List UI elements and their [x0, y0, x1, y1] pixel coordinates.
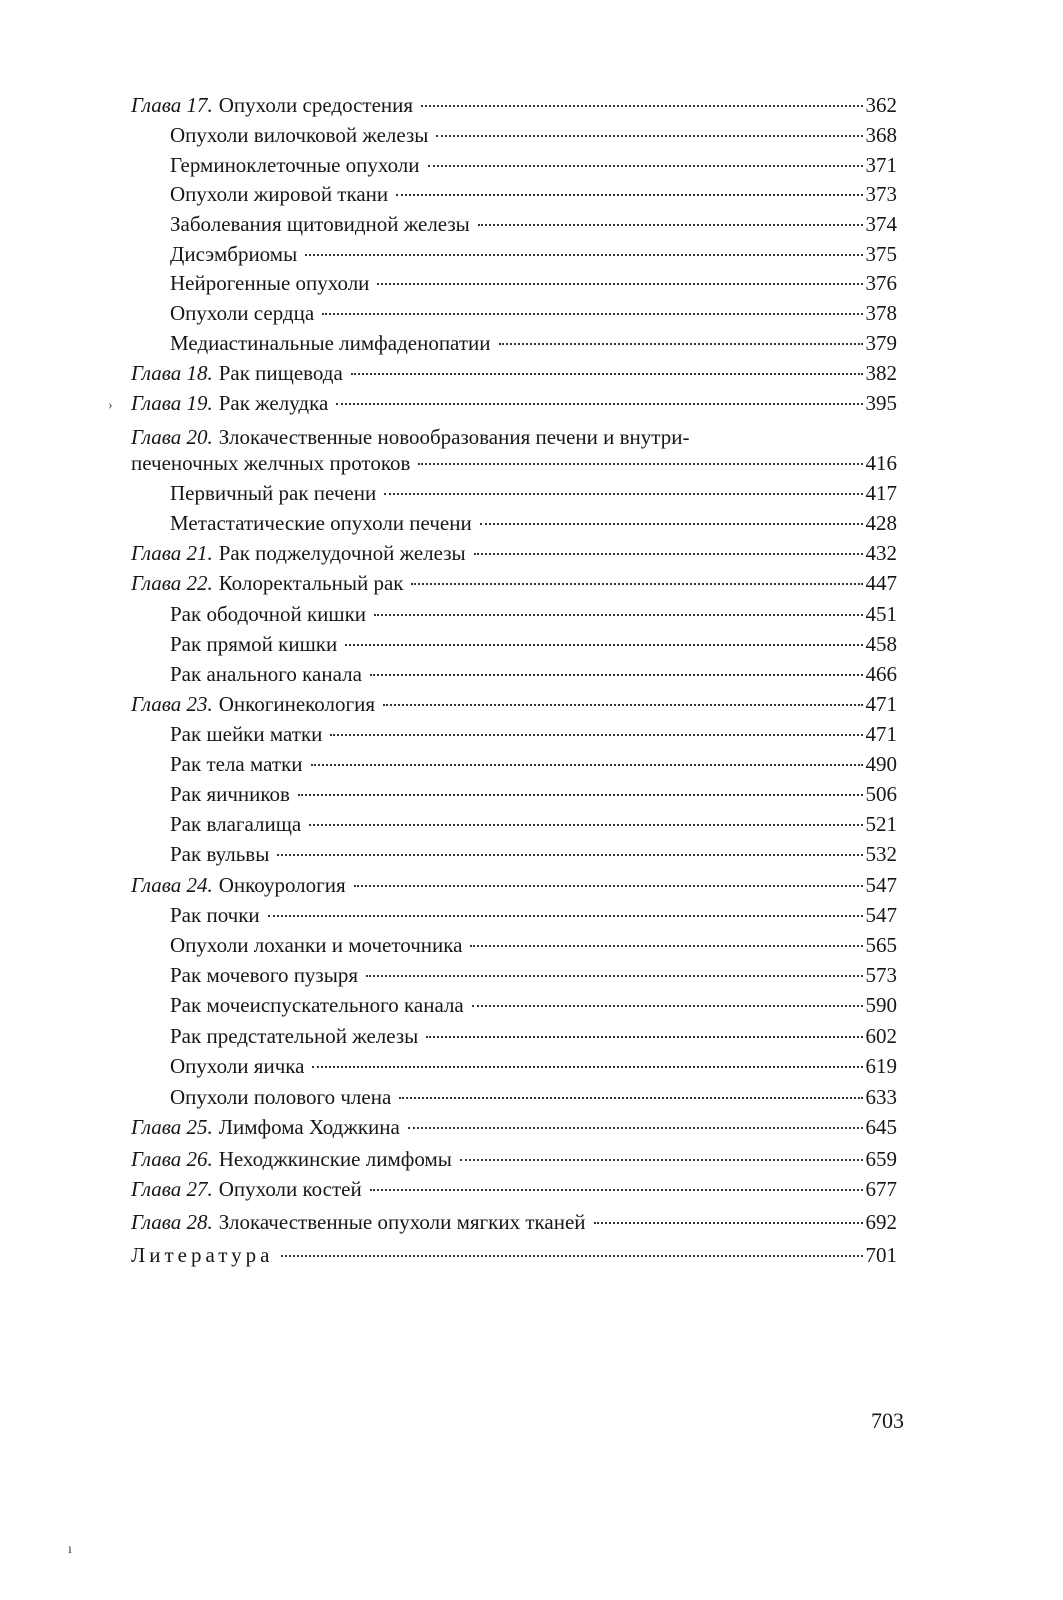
- chapter-number: Глава 22.: [131, 571, 213, 595]
- entry-title: Онкогинекология: [218, 692, 376, 716]
- toc-entry-chapter-19[interactable]: [131, 386, 897, 420]
- entry-page-number: 378: [865, 301, 897, 325]
- toc-entry-chapter-18[interactable]: [131, 356, 897, 390]
- entry-title: Опухоли полового члена: [170, 1085, 392, 1109]
- entry-title: Онкоурология: [218, 873, 346, 897]
- toc-entry-chapter-28[interactable]: [131, 1205, 897, 1239]
- dot-leader: [322, 313, 862, 315]
- entry-title: Неходжкинские лимфомы: [218, 1147, 452, 1171]
- entry-page-number: 417: [865, 481, 897, 505]
- dot-leader: [354, 885, 863, 887]
- entry-page-number: 376: [865, 271, 897, 295]
- entry-page-number: 619: [865, 1054, 897, 1078]
- dot-leader: [411, 583, 862, 585]
- toc-entry[interactable]: [170, 506, 897, 540]
- dot-leader: [472, 1005, 863, 1007]
- chapter-number: Глава 23.: [131, 692, 213, 716]
- entry-title: Рак мочеиспускательного канала: [170, 993, 464, 1017]
- toc-entry[interactable]: [170, 627, 897, 661]
- entry-title: Опухоли вилочковой железы: [170, 123, 429, 147]
- chapter-number: Глава 17.: [131, 93, 213, 117]
- entry-page-number: 645: [865, 1115, 897, 1139]
- toc-entry[interactable]: [170, 777, 897, 811]
- dot-leader: [421, 105, 862, 107]
- dot-leader: [594, 1222, 863, 1224]
- entry-page-number: 447: [865, 571, 897, 595]
- entry-title: Рак желудка: [218, 391, 329, 415]
- entry-title-continued: печеночных желчных протоков: [131, 451, 411, 475]
- entry-title: Рак вульвы: [170, 842, 270, 866]
- toc-entry-literature[interactable]: [131, 1238, 897, 1272]
- entry-page-number: 590: [865, 993, 897, 1017]
- dot-leader: [298, 794, 863, 796]
- entry-title: Нейрогенные опухоли: [170, 271, 370, 295]
- chapter-number: Глава 25.: [131, 1115, 213, 1139]
- toc-entry[interactable]: [170, 1049, 897, 1083]
- toc-entry[interactable]: [170, 207, 897, 241]
- toc-entry[interactable]: [170, 717, 897, 751]
- chapter-number: Глава 20.: [131, 425, 213, 449]
- chapter-number: Глава 26.: [131, 1147, 213, 1171]
- entry-page-number: 371: [865, 153, 897, 177]
- entry-page-number: 471: [865, 692, 897, 716]
- toc-entry[interactable]: [170, 118, 897, 152]
- entry-page-number: 428: [865, 511, 897, 535]
- entry-title: Опухоли лоханки и мочеточника: [170, 933, 463, 957]
- entry-page-number: 375: [865, 242, 897, 266]
- entry-page-number: 659: [865, 1147, 897, 1171]
- dot-leader: [377, 283, 862, 285]
- entry-page-number: 532: [865, 842, 897, 866]
- dot-leader: [268, 915, 863, 917]
- toc-entry[interactable]: [170, 296, 897, 330]
- toc-entry[interactable]: [170, 837, 897, 871]
- entry-title: Рак тела матки: [170, 752, 303, 776]
- scan-mark: ı: [68, 1542, 72, 1557]
- dot-leader: [399, 1097, 862, 1099]
- toc-entry-chapter-23[interactable]: [131, 687, 897, 721]
- entry-page-number: 506: [865, 782, 897, 806]
- dot-leader: [281, 1255, 862, 1257]
- dot-leader: [436, 135, 862, 137]
- entry-title: Рак влагалища: [170, 812, 302, 836]
- entry-title: Злокачественные новообразования печени и внутри-: [218, 425, 690, 449]
- entry-page-number: 602: [865, 1024, 897, 1048]
- entry-title: Заболевания щитовидной железы: [170, 212, 470, 236]
- dot-leader: [396, 194, 862, 196]
- toc-entry[interactable]: [170, 958, 897, 992]
- chapter-number: Глава 21.: [131, 541, 213, 565]
- entry-page-number: 368: [865, 123, 897, 147]
- toc-entry[interactable]: [170, 807, 897, 841]
- toc-entry-chapter-21[interactable]: [131, 536, 897, 570]
- chapter-number: Глава 19.: [131, 391, 213, 415]
- chapter-number: Глава 18.: [131, 361, 213, 385]
- dot-leader: [426, 1036, 862, 1038]
- dot-leader: [499, 343, 863, 345]
- entry-title: Опухоли средостения: [218, 93, 414, 117]
- dot-leader: [345, 644, 862, 646]
- page-number: 703: [871, 1408, 904, 1433]
- entry-page-number: 565: [865, 933, 897, 957]
- entry-page-number: 633: [865, 1085, 897, 1109]
- dot-leader: [366, 975, 863, 977]
- entry-page-number: 701: [865, 1243, 897, 1267]
- dot-leader: [480, 523, 863, 525]
- chapter-number: Глава 24.: [131, 873, 213, 897]
- entry-title: Метастатические опухоли печени: [170, 511, 472, 535]
- entry-title: Рак предстательной железы: [170, 1024, 419, 1048]
- entry-title: Медиастинальные лимфаденопатии: [170, 331, 491, 355]
- dot-leader: [330, 734, 862, 736]
- toc-entry-chapter-20[interactable]: [131, 446, 897, 480]
- dot-leader: [311, 764, 863, 766]
- toc-entry[interactable]: [170, 1019, 897, 1053]
- dot-leader: [418, 463, 862, 465]
- toc-entry[interactable]: [170, 177, 897, 211]
- toc-entry-chapter-26[interactable]: [131, 1142, 897, 1176]
- entry-page-number: 547: [865, 903, 897, 927]
- dot-leader: [474, 553, 863, 555]
- entry-page-number: 362: [865, 93, 897, 117]
- toc-entry[interactable]: [170, 1080, 897, 1114]
- toc-entry-chapter-17[interactable]: [131, 88, 897, 122]
- entry-page-number: 379: [865, 331, 897, 355]
- toc-entry-chapter-24[interactable]: [131, 868, 897, 902]
- dot-leader: [383, 704, 862, 706]
- entry-title: Рак пищевода: [218, 361, 343, 385]
- toc-entry[interactable]: [170, 928, 897, 962]
- toc-entry[interactable]: [170, 476, 897, 510]
- toc-entry-chapter-27[interactable]: [131, 1172, 897, 1206]
- entry-page-number: 451: [865, 602, 897, 626]
- entry-page-number: 573: [865, 963, 897, 987]
- dot-leader: [478, 224, 863, 226]
- dot-leader: [351, 373, 863, 375]
- entry-title: Литература: [131, 1243, 274, 1267]
- entry-title: Колоректальный рак: [218, 571, 404, 595]
- dot-leader: [312, 1066, 862, 1068]
- entry-page-number: 373: [865, 182, 897, 206]
- dot-leader: [470, 945, 862, 947]
- entry-page-number: 471: [865, 722, 897, 746]
- toc-entry[interactable]: [170, 597, 897, 631]
- entry-page-number: 692: [865, 1210, 897, 1234]
- dot-leader: [277, 854, 862, 856]
- dot-leader: [309, 824, 862, 826]
- entry-title: Опухоли жировой ткани: [170, 182, 389, 206]
- entry-title: Рак мочевого пузыря: [170, 963, 358, 987]
- entry-title: Рак анального канала: [170, 662, 362, 686]
- entry-page-number: 374: [865, 212, 897, 236]
- toc-entry[interactable]: [170, 988, 897, 1022]
- entry-page-number: 382: [865, 361, 897, 385]
- toc-entry[interactable]: [170, 898, 897, 932]
- dot-leader: [305, 254, 862, 256]
- entry-title: Рак шейки матки: [170, 722, 323, 746]
- dot-leader: [460, 1159, 863, 1161]
- entry-title: Дисэмбриомы: [170, 242, 298, 266]
- chapter-number: Глава 28.: [131, 1210, 213, 1234]
- dot-leader: [408, 1127, 863, 1129]
- entry-page-number: 490: [865, 752, 897, 776]
- entry-page-number: 432: [865, 541, 897, 565]
- entry-title: Герминоклеточные опухоли: [170, 153, 420, 177]
- entry-title: Рак почки: [170, 903, 260, 927]
- entry-page-number: 458: [865, 632, 897, 656]
- dot-leader: [370, 1189, 863, 1191]
- entry-page-number: 416: [865, 451, 897, 475]
- entry-title: Рак поджелудочной железы: [218, 541, 466, 565]
- entry-title: Опухоли костей: [218, 1177, 362, 1201]
- entry-title: Опухоли яичка: [170, 1054, 305, 1078]
- entry-page-number: 677: [865, 1177, 897, 1201]
- entry-title: Рак яичников: [170, 782, 290, 806]
- scan-mark: ›: [108, 398, 113, 413]
- entry-title: Рак прямой кишки: [170, 632, 338, 656]
- dot-leader: [370, 674, 863, 676]
- dot-leader: [374, 614, 862, 616]
- dot-leader: [428, 165, 863, 167]
- dot-leader: [384, 493, 862, 495]
- entry-title: Рак ободочной кишки: [170, 602, 367, 626]
- entry-title: Лимфома Ходжкина: [218, 1115, 400, 1139]
- entry-page-number: 521: [865, 812, 897, 836]
- entry-title: Опухоли сердца: [170, 301, 315, 325]
- chapter-number: Глава 27.: [131, 1177, 213, 1201]
- toc-entry[interactable]: [170, 266, 897, 300]
- dot-leader: [336, 403, 862, 405]
- entry-page-number: 395: [865, 391, 897, 415]
- toc-entry-chapter-22[interactable]: [131, 566, 897, 600]
- entry-title: Злокачественные опухоли мягких тканей: [218, 1210, 586, 1234]
- entry-page-number: 547: [865, 873, 897, 897]
- entry-page-number: 466: [865, 662, 897, 686]
- toc-entry-chapter-25[interactable]: [131, 1110, 897, 1144]
- toc-entry[interactable]: [170, 657, 897, 691]
- toc-entry[interactable]: [170, 747, 897, 781]
- entry-title: Первичный рак печени: [170, 481, 377, 505]
- toc-entry[interactable]: [170, 326, 897, 360]
